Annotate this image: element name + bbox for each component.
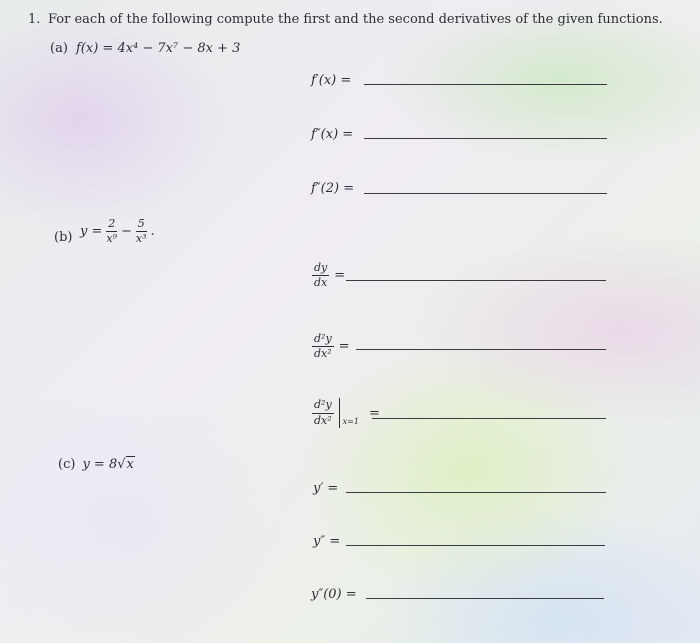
part-c-first-derivative-blank[interactable] [346,492,606,493]
part-b-minus: − [121,224,132,240]
part-a-second-derivative-at-2-label: f″(2) = [311,181,355,196]
part-b-second-derivative-at-1-label [310,398,380,428]
sqrt-icon: √ [117,457,126,472]
part-c-second-derivative-at-0-blank[interactable] [366,598,604,599]
part-b-first-derivative-label [310,262,345,289]
part-a-second-derivative-at-2-blank[interactable] [364,193,607,194]
part-b-d2y-numerator: d²y [312,333,334,347]
part-c-y-equals: y = 8 [82,457,118,472]
part-b-third-equals: = [368,405,380,421]
part-b-fraction-1 [104,218,119,245]
part-b-dy-numerator: dy [312,262,329,276]
part-b-period: . [150,224,155,240]
part-b-d2y-dx2-at-1-fraction [312,399,334,426]
part-b-fraction-2-denominator: x³ [135,232,147,246]
part-b-evaluation-point: x=1 [342,417,359,426]
part-c-second-derivative-at-0-label: y″(0) = [311,587,357,602]
part-b-evaluation-bar [339,398,340,428]
part-c-second-derivative-label: y″ = [313,534,341,549]
part-b-label: (b) [54,230,73,245]
part-b-dx-denominator: dx [314,276,328,290]
part-b-second-derivative-blank[interactable] [356,349,606,350]
part-a-function: f(x) = 4x⁴ − 7x⁷ − 8x + 3 [76,41,241,56]
part-a-second-derivative-blank[interactable] [364,138,607,139]
part-b-first-derivative-blank[interactable] [346,280,606,281]
part-c-first-derivative-label: y′ = [313,481,339,496]
part-a-label: (a) [50,41,68,56]
part-c-second-derivative-blank[interactable] [346,545,605,546]
part-b-dy-dx-fraction [312,262,329,289]
part-a-first-derivative-blank[interactable] [364,84,607,85]
part-b-dx2-denominator: dx² [314,347,332,361]
part-b-d2y-dx2-fraction [312,333,334,360]
part-b-second-derivative-at-1-blank[interactable] [372,418,606,419]
part-b-dx2-at-1-denominator: dx² [314,413,332,427]
part-b-function [80,218,155,245]
part-b-fraction-1-denominator: x⁹ [106,232,117,246]
part-b-first-equals: = [334,268,346,284]
part-b-fraction-1-numerator: 2 [106,218,117,232]
part-a-first-derivative-label: f′(x) = [311,73,352,88]
part-b-second-equals: = [338,339,350,355]
part-b-second-derivative-label [310,333,350,360]
part-b-fraction-2 [134,218,149,245]
part-c-function [58,456,135,472]
part-b-d2y-at-1-numerator: d²y [312,399,334,413]
part-b-fraction-2-numerator: 5 [136,218,147,232]
problem-number: 1. [28,12,41,27]
part-c-label: (c) [58,457,76,472]
part-c-sqrt-argument: x [126,457,134,472]
problem-intro: For each of the following compute the first and the second derivatives of the given functions. [48,12,663,27]
part-b-y-equals: y = [80,224,103,240]
part-a-second-derivative-label: f″(x) = [311,127,354,142]
